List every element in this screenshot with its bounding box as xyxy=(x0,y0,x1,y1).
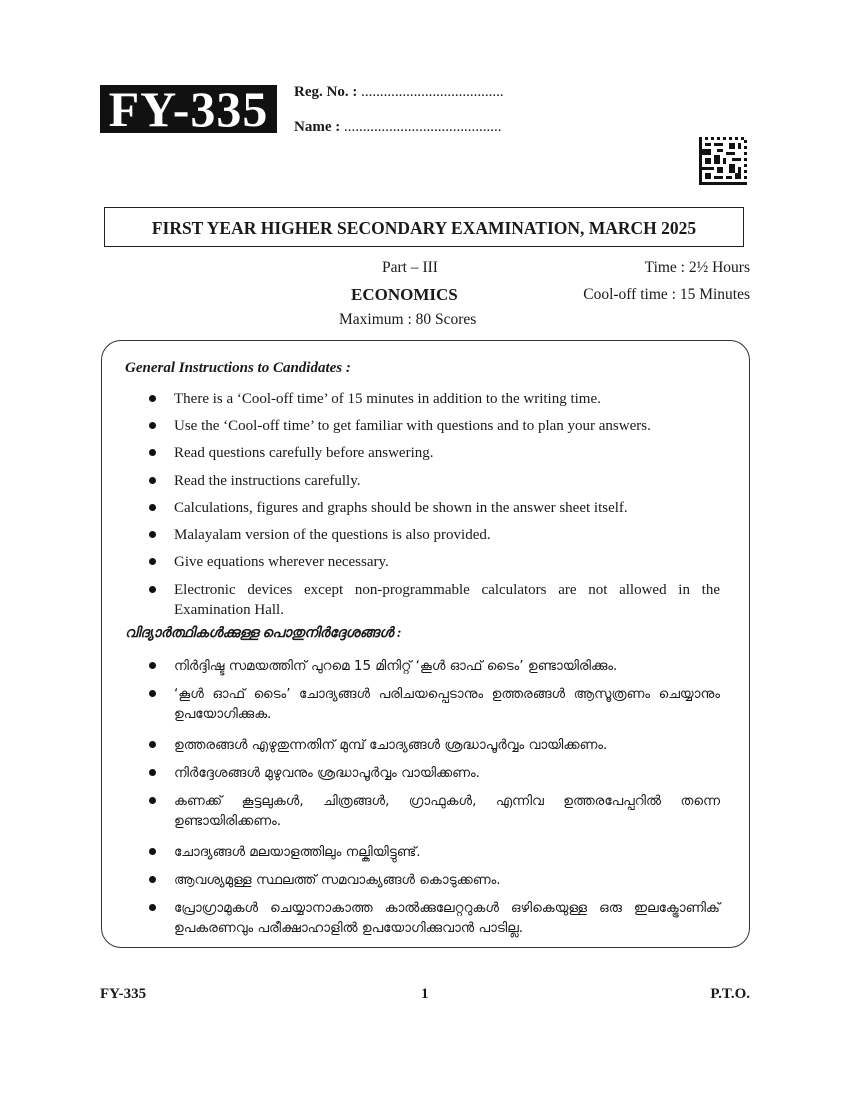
name-line xyxy=(294,119,501,136)
exam-title: FIRST YEAR HIGHER SECONDARY EXAMINATION, MARCH 2025 xyxy=(104,207,744,247)
subject-title: ECONOMICS xyxy=(351,285,458,304)
instruction-item: There is a ‘Cool-off time’ of 15 minutes in addition to the writing time. xyxy=(149,389,720,409)
malayalam-instruction-item: നിർദ്ദേശങ്ങൾ മുഴുവനും ശ്രദ്ധാപൂർവ്വം വായിക്കണം. xyxy=(149,763,720,783)
bullet-icon xyxy=(149,395,156,402)
bullet-icon xyxy=(149,558,156,565)
bullet-icon xyxy=(149,449,156,456)
instruction-item: Electronic devices except non-programmable calculators are not allowed in the Examination Hall. xyxy=(149,580,720,620)
malayalam-instructions-heading: വിദ്യാർത്ഥികൾക്കുള്ള പൊതുനിർദ്ദേശങ്ങൾ : xyxy=(125,626,402,641)
name-dots: .......................................... xyxy=(343,119,502,135)
instruction-item: Malayalam version of the questions is also provided. xyxy=(149,525,720,545)
page-number: 1 xyxy=(421,986,429,1002)
name-label: Name : xyxy=(294,119,341,135)
bullet-icon xyxy=(149,741,156,748)
malayalam-instruction-item: പ്രോഗ്രാമുകൾ ചെയ്യാനാകാത്ത കാൽക്കുലേറ്ററുകൾ ഒഴികെയുള്ള ഒരു ഇലക്ട്രോണിക് ഉപകരണവും പരീക്ഷാഹാളിൽ ഉപയോഗിക്കുവാൻ പാടില്ല. xyxy=(149,898,720,938)
bullet-icon xyxy=(149,797,156,804)
malayalam-instruction-item: ‘കൂൾ ഓഫ് ടൈം’ ചോദ്യങ്ങൾ പരിചയപ്പെടാനും ഉത്തരങ്ങൾ ആസൂത്രണം ചെയ്യാനും ഉപയോഗിക്കുക. xyxy=(149,684,720,724)
reg-no-label: Reg. No. : xyxy=(294,84,358,100)
paper-code-badge: FY-335 xyxy=(100,85,277,133)
malayalam-instruction-item: ഉത്തരങ്ങൾ എഴുതുന്നതിന് മുമ്പ് ചോദ്യങ്ങൾ ശ്രദ്ധാപൂർവ്വം വായിക്കണം. xyxy=(149,735,720,755)
instruction-item: Use the ‘Cool-off time’ to get familiar with questions and to plan your answers. xyxy=(149,416,720,436)
instruction-item: Read the instructions carefully. xyxy=(149,471,720,491)
please-turn-over: P.T.O. xyxy=(710,986,750,1002)
bullet-icon xyxy=(149,504,156,511)
bullet-icon xyxy=(149,690,156,697)
bullet-icon xyxy=(149,876,156,883)
cool-off-time: Cool-off time : 15 Minutes xyxy=(583,286,750,303)
bullet-icon xyxy=(149,848,156,855)
bullet-icon xyxy=(149,769,156,776)
max-score: Maximum : 80 Scores xyxy=(339,311,477,328)
malayalam-instruction-item: കണക്ക് കൂട്ടലുകൾ, ചിത്രങ്ങൾ, ഗ്രാഫുകൾ, എന്നിവ ഉത്തരപേപ്പറിൽ തന്നെ ഉണ്ടായിരിക്കണം. xyxy=(149,791,720,831)
bullet-icon xyxy=(149,904,156,911)
malayalam-instruction-item: ആവശ്യമുള്ള സ്ഥലത്ത് സമവാക്യങ്ങൾ കൊടുക്കണം. xyxy=(149,870,720,890)
datamatrix-code-icon xyxy=(699,137,747,185)
bullet-icon xyxy=(149,662,156,669)
bullet-icon xyxy=(149,477,156,484)
reg-no-line xyxy=(294,84,504,101)
time-allowed: Time : 2½ Hours xyxy=(644,259,750,276)
reg-no-dots: ...................................... xyxy=(361,84,504,100)
instruction-item: Read questions carefully before answering. xyxy=(149,443,720,463)
english-instructions-heading: General Instructions to Candidates : xyxy=(125,360,351,376)
bullet-icon xyxy=(149,531,156,538)
malayalam-instruction-item: ചോദ്യങ്ങൾ മലയാളത്തിലും നല്കിയിട്ടുണ്ട്. xyxy=(149,842,720,862)
malayalam-instruction-item: നിർദ്ദിഷ്ട സമയത്തിന് പുറമെ 15 മിനിറ്റ് ‘കൂൾ ഓഫ് ടൈം’ ഉണ്ടായിരിക്കും. xyxy=(149,656,720,676)
instruction-item: Calculations, figures and graphs should be shown in the answer sheet itself. xyxy=(149,498,720,518)
bullet-icon xyxy=(149,586,156,593)
footer-paper-code: FY-335 xyxy=(100,986,147,1002)
instruction-item: Give equations wherever necessary. xyxy=(149,552,720,572)
bullet-icon xyxy=(149,422,156,429)
part-label: Part – III xyxy=(382,259,438,276)
